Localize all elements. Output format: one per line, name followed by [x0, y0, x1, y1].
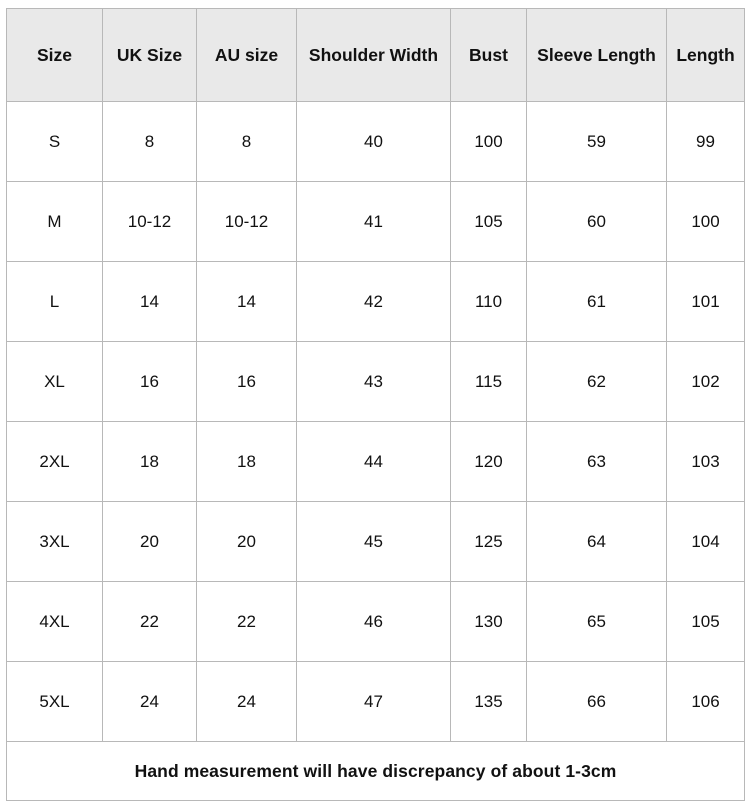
cell-uk-size: 18 — [103, 422, 197, 502]
table-header — [7, 9, 745, 102]
column-header-sleeve-length: Sleeve Length — [527, 9, 667, 102]
cell-shoulder-width: 41 — [297, 182, 451, 262]
cell-au-size: 8 — [197, 102, 297, 182]
cell-bust: 115 — [451, 342, 527, 422]
cell-length: 104 — [667, 502, 745, 582]
table-row — [7, 662, 745, 742]
table-row — [7, 422, 745, 502]
table-row — [7, 262, 745, 342]
table-body — [7, 102, 745, 742]
cell-au-size: 18 — [197, 422, 297, 502]
column-header-bust: Bust — [451, 9, 527, 102]
cell-bust: 135 — [451, 662, 527, 742]
cell-bust: 100 — [451, 102, 527, 182]
cell-sleeve-length: 66 — [527, 662, 667, 742]
cell-length: 99 — [667, 102, 745, 182]
cell-au-size: 16 — [197, 342, 297, 422]
cell-size: S — [7, 102, 103, 182]
cell-sleeve-length: 65 — [527, 582, 667, 662]
cell-shoulder-width: 43 — [297, 342, 451, 422]
measurement-note: Hand measurement will have discrepancy of about 1-3cm — [7, 742, 745, 801]
cell-shoulder-width: 46 — [297, 582, 451, 662]
cell-shoulder-width: 44 — [297, 422, 451, 502]
cell-length: 101 — [667, 262, 745, 342]
footer-row — [7, 742, 745, 801]
size-chart-table — [6, 8, 745, 801]
cell-shoulder-width: 47 — [297, 662, 451, 742]
column-header-au-size: AU size — [197, 9, 297, 102]
cell-au-size: 14 — [197, 262, 297, 342]
cell-au-size: 24 — [197, 662, 297, 742]
cell-sleeve-length: 59 — [527, 102, 667, 182]
column-header-size: Size — [7, 9, 103, 102]
cell-au-size: 22 — [197, 582, 297, 662]
cell-length: 105 — [667, 582, 745, 662]
cell-size: 4XL — [7, 582, 103, 662]
cell-size: 3XL — [7, 502, 103, 582]
cell-shoulder-width: 42 — [297, 262, 451, 342]
cell-au-size: 10-12 — [197, 182, 297, 262]
cell-bust: 105 — [451, 182, 527, 262]
header-row — [7, 9, 745, 102]
cell-uk-size: 20 — [103, 502, 197, 582]
cell-sleeve-length: 60 — [527, 182, 667, 262]
cell-uk-size: 10-12 — [103, 182, 197, 262]
cell-uk-size: 14 — [103, 262, 197, 342]
cell-uk-size: 22 — [103, 582, 197, 662]
table-row — [7, 342, 745, 422]
cell-length: 106 — [667, 662, 745, 742]
cell-uk-size: 24 — [103, 662, 197, 742]
cell-length: 102 — [667, 342, 745, 422]
cell-bust: 110 — [451, 262, 527, 342]
column-header-shoulder-width: Shoulder Width — [297, 9, 451, 102]
cell-shoulder-width: 45 — [297, 502, 451, 582]
cell-sleeve-length: 62 — [527, 342, 667, 422]
cell-au-size: 20 — [197, 502, 297, 582]
cell-length: 103 — [667, 422, 745, 502]
column-header-length: Length — [667, 9, 745, 102]
cell-bust: 130 — [451, 582, 527, 662]
cell-uk-size: 16 — [103, 342, 197, 422]
table-row — [7, 102, 745, 182]
column-header-uk-size: UK Size — [103, 9, 197, 102]
cell-bust: 125 — [451, 502, 527, 582]
cell-size: M — [7, 182, 103, 262]
table-footer — [7, 742, 745, 801]
cell-shoulder-width: 40 — [297, 102, 451, 182]
table-row — [7, 582, 745, 662]
table-row — [7, 502, 745, 582]
cell-uk-size: 8 — [103, 102, 197, 182]
cell-size: 5XL — [7, 662, 103, 742]
cell-sleeve-length: 61 — [527, 262, 667, 342]
cell-size: 2XL — [7, 422, 103, 502]
cell-size: XL — [7, 342, 103, 422]
table-row — [7, 182, 745, 262]
cell-sleeve-length: 64 — [527, 502, 667, 582]
cell-size: L — [7, 262, 103, 342]
cell-sleeve-length: 63 — [527, 422, 667, 502]
cell-length: 100 — [667, 182, 745, 262]
cell-bust: 120 — [451, 422, 527, 502]
